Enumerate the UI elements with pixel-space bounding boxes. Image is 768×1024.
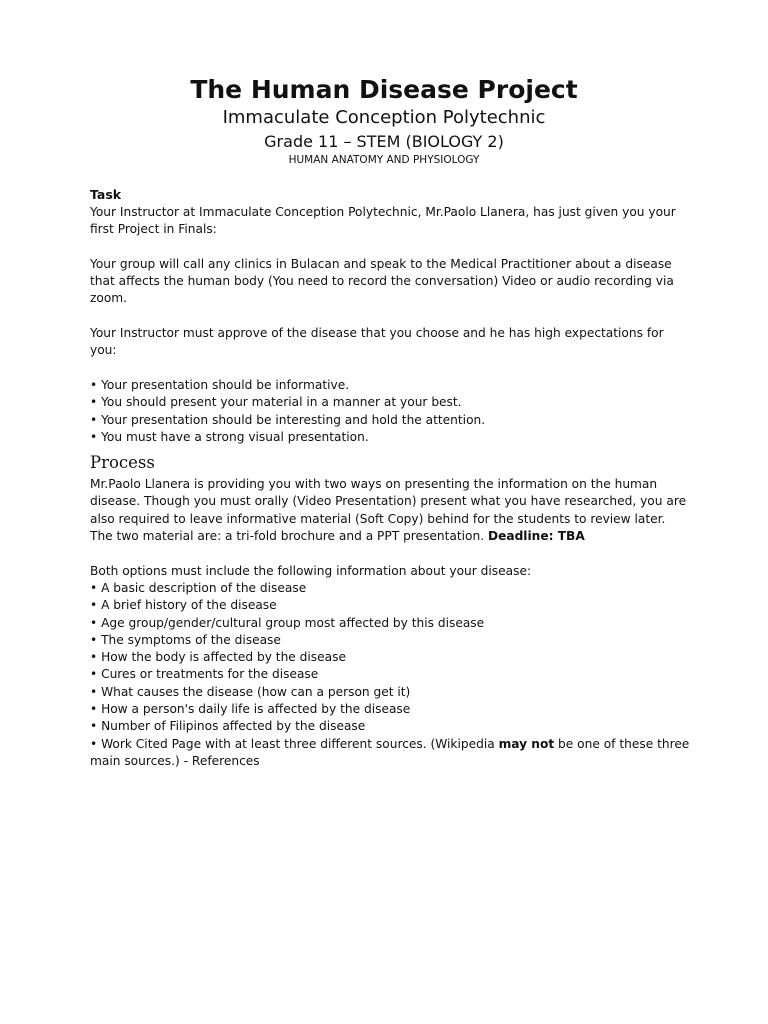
spacer (90, 360, 690, 377)
task-approval: Your Instructor must approve of the disease that you choose and he has high expectations for you: (90, 326, 664, 358)
process-paragraph (90, 476, 690, 545)
grade-line: Grade 11 – STEM (BIOLOGY 2) (264, 132, 504, 151)
subject-line: HUMAN ANATOMY AND PHYSIOLOGY (288, 154, 480, 166)
list-item: • What causes the disease (how can a person get it) (90, 684, 411, 699)
document-title: The Human Disease Project (190, 75, 578, 104)
list-item: • How the body is affected by the disease (90, 650, 346, 665)
requirements-list (90, 580, 690, 770)
list-item: • A basic description of the disease (90, 580, 307, 595)
document-body (90, 186, 690, 770)
spacer (90, 545, 690, 562)
deadline-label: Deadline: TBA (487, 529, 585, 544)
spacer (90, 308, 690, 325)
task-intro: Your Instructor at Immaculate Conception Polytechnic, Mr.Paolo Llanera, has just given you your first Project in Finals: (90, 205, 676, 237)
school-name: Immaculate Conception Polytechnic (222, 107, 546, 128)
list-item: • Your presentation should be informative. (90, 377, 350, 392)
list-item: • A brief history of the disease (90, 598, 277, 613)
list-item: • The symptoms of the disease (90, 632, 281, 647)
task-assignment: Your group will call any clinics in Bulacan and speak to the Medical Practitioner about a disease that affects the human body (You need to record the conversation) Video or audio recording via zoom. (90, 256, 674, 306)
list-item (90, 736, 690, 771)
emphasis-may-not: may not (498, 736, 555, 751)
list-item: • You should present your material in a manner at your best. (90, 395, 462, 410)
expectations-list (90, 377, 690, 446)
work-cited-text: • Work Cited Page with at least three different sources. (Wikipedia (90, 736, 499, 751)
list-item: • Age group/gender/cultural group most affected by this disease (90, 615, 485, 630)
list-item: • Number of Filipinos affected by the disease (90, 719, 366, 734)
list-item: • Your presentation should be interesting and hold the attention. (90, 412, 486, 427)
work-cited-text-end: be one of these three main sources.) - References (90, 736, 690, 768)
options-intro: Both options must include the following information about your disease: (90, 563, 532, 578)
list-item: • How a person's daily life is affected by the disease (90, 702, 411, 717)
spacer (90, 239, 690, 256)
process-text: Mr.Paolo Llanera is providing you with two ways on presenting the information on the human disease. Though you must orally (Video Presentation) present what you have researched, you are also required to leave informative material (Soft Copy) behind for the students to review later. The two material are: a tri-fold brochure and a PPT presentation. (90, 477, 687, 544)
list-item: • Cures or treatments for the disease (90, 667, 319, 682)
list-item: • You must have a strong visual presentation. (90, 429, 369, 444)
task-heading: Task (90, 187, 122, 202)
process-heading: Process (90, 453, 155, 473)
